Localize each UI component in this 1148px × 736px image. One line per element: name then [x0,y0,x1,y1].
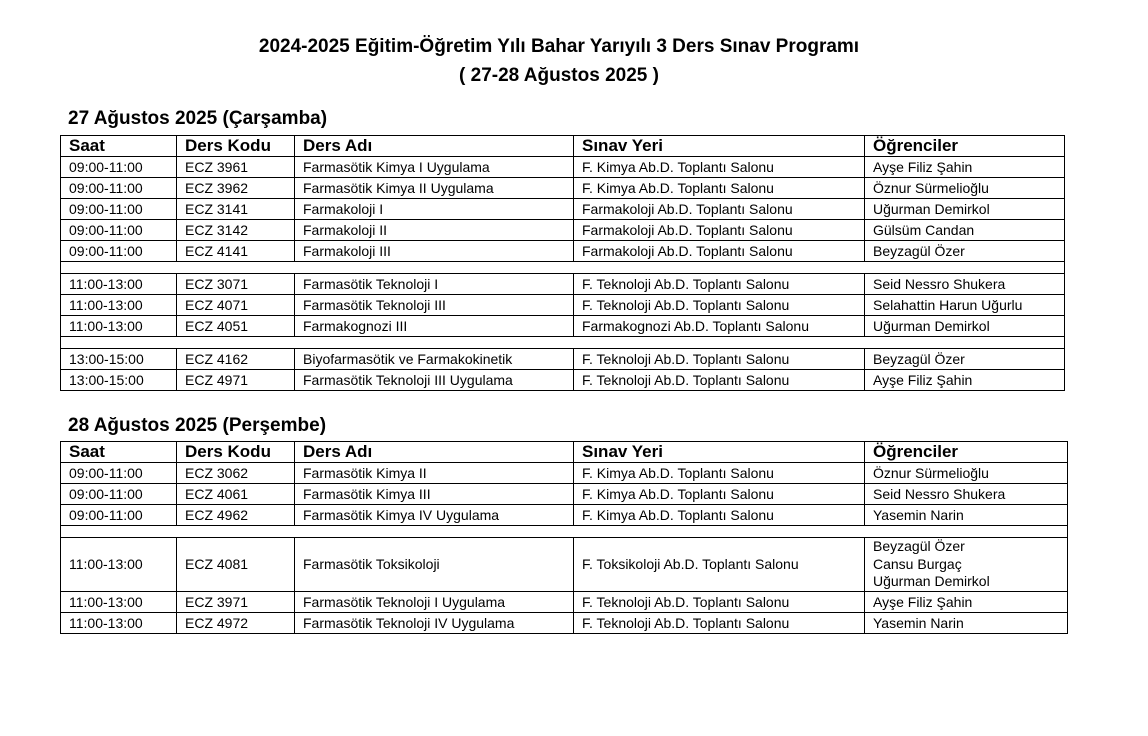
cell-ders-kodu: ECZ 4962 [177,505,295,526]
cell-ogrenciler: Ayşe Filiz Şahin [865,157,1065,178]
day1-schedule-table [60,135,1065,391]
cell-saat: 09:00-11:00 [61,178,177,199]
col-header-sinav-yeri: Sınav Yeri [574,136,865,157]
cell-ders-adi: Biyofarmasötik ve Farmakokinetik [295,349,574,370]
cell-saat: 11:00-13:00 [61,295,177,316]
cell-ders-adi: Farmasötik Teknoloji I Uygulama [295,591,574,612]
cell-ogrenciler: Beyzagül Özer [865,349,1065,370]
cell-sinav-yeri: F. Kimya Ab.D. Toplantı Salonu [574,178,865,199]
cell-ders-kodu: ECZ 3062 [177,463,295,484]
col-header-saat: Saat [61,442,177,463]
cell-ders-kodu: ECZ 4071 [177,295,295,316]
cell-sinav-yeri: Farmakoloji Ab.D. Toplantı Salonu [574,241,865,262]
student-name: Cansu Burgaç [873,555,962,572]
cell-saat: 11:00-13:00 [61,316,177,337]
cell-sinav-yeri: F. Kimya Ab.D. Toplantı Salonu [574,157,865,178]
spacer-cell [61,526,1068,538]
table-row [61,538,1068,592]
spacer-cell [61,262,1065,274]
col-header-saat: Saat [61,136,177,157]
cell-ders-adi: Farmasötik Kimya II [295,463,574,484]
cell-saat: 09:00-11:00 [61,463,177,484]
cell-saat: 09:00-11:00 [61,199,177,220]
cell-ders-adi: Farmasötik Kimya II Uygulama [295,178,574,199]
cell-ders-adi: Farmasötik Kimya III [295,484,574,505]
cell-ogrenciler: Seid Nessro Shukera [865,484,1068,505]
col-header-ogrenciler: Öğrenciler [865,442,1068,463]
cell-sinav-yeri: F. Teknoloji Ab.D. Toplantı Salonu [574,370,865,391]
table-row [61,484,1068,505]
day2-schedule-table [60,441,1068,634]
cell-ogrenciler: Selahattin Harun Uğurlu [865,295,1065,316]
cell-sinav-yeri: Farmakognozi Ab.D. Toplantı Salonu [574,316,865,337]
cell-saat: 11:00-13:00 [61,591,177,612]
cell-ogrenciler: Öznur Sürmelioğlu [865,178,1065,199]
cell-ogrenciler: Ayşe Filiz Şahin [865,370,1065,391]
cell-sinav-yeri: F. Teknoloji Ab.D. Toplantı Salonu [574,349,865,370]
cell-ders-kodu: ECZ 4972 [177,612,295,633]
table-row [61,295,1065,316]
cell-ders-kodu: ECZ 3142 [177,220,295,241]
cell-saat: 09:00-11:00 [61,505,177,526]
day1-heading: 27 Ağustos 2025 (Çarşamba) [68,108,328,129]
student-name: Uğurman Demirkol [873,573,990,589]
cell-sinav-yeri: Farmakoloji Ab.D. Toplantı Salonu [574,220,865,241]
col-header-ders-adi: Ders Adı [295,442,574,463]
cell-ogrenciler: Ayşe Filiz Şahin [865,591,1068,612]
day2-heading: 28 Ağustos 2025 (Perşembe) [68,415,327,436]
cell-ders-adi: Farmasötik Toksikoloji [295,538,574,592]
cell-ders-kodu: ECZ 3961 [177,157,295,178]
cell-saat: 09:00-11:00 [61,220,177,241]
table-row [61,463,1068,484]
cell-ders-kodu: ECZ 4162 [177,349,295,370]
cell-saat: 09:00-11:00 [61,157,177,178]
cell-saat: 09:00-11:00 [61,484,177,505]
col-header-ogrenciler: Öğrenciler [865,136,1065,157]
table-row [61,612,1068,633]
cell-ders-kodu: ECZ 4051 [177,316,295,337]
cell-ders-adi: Farmasötik Teknoloji IV Uygulama [295,612,574,633]
student-name: Beyzagül Özer [873,538,965,554]
table-row [61,220,1065,241]
col-header-ders-kodu: Ders Kodu [177,442,295,463]
cell-sinav-yeri: F. Teknoloji Ab.D. Toplantı Salonu [574,295,865,316]
cell-sinav-yeri: F. Teknoloji Ab.D. Toplantı Salonu [574,274,865,295]
cell-ogrenciler: Uğurman Demirkol [865,199,1065,220]
table-row [61,274,1065,295]
spacer-row [61,337,1065,349]
cell-ders-kodu: ECZ 3962 [177,178,295,199]
cell-sinav-yeri: F. Kimya Ab.D. Toplantı Salonu [574,463,865,484]
cell-ders-adi: Farmasötik Kimya IV Uygulama [295,505,574,526]
cell-ogrenciler [865,538,1068,592]
table-row [61,316,1065,337]
cell-ders-adi: Farmakognozi III [295,316,574,337]
cell-saat: 09:00-11:00 [61,241,177,262]
table-row [61,591,1068,612]
spacer-row [61,262,1065,274]
spacer-row [61,526,1068,538]
table-row [61,349,1065,370]
cell-ders-adi: Farmasötik Teknoloji I [295,274,574,295]
cell-ders-adi: Farmasötik Kimya I Uygulama [295,157,574,178]
col-header-sinav-yeri: Sınav Yeri [574,442,865,463]
cell-sinav-yeri: Farmakoloji Ab.D. Toplantı Salonu [574,199,865,220]
cell-ogrenciler: Gülsüm Candan [865,220,1065,241]
cell-ders-kodu: ECZ 3141 [177,199,295,220]
table-header-row [61,442,1068,463]
table-row [61,370,1065,391]
cell-saat: 11:00-13:00 [61,538,177,592]
cell-sinav-yeri: F. Teknoloji Ab.D. Toplantı Salonu [574,612,865,633]
page-subtitle: ( 27-28 Ağustos 2025 ) [459,65,659,86]
table-row [61,505,1068,526]
table-row [61,157,1065,178]
cell-sinav-yeri: F. Kimya Ab.D. Toplantı Salonu [574,505,865,526]
page-title: 2024-2025 Eğitim-Öğretim Yılı Bahar Yarıyılı 3 Ders Sınav Programı [258,36,860,57]
table-row [61,199,1065,220]
cell-ders-kodu: ECZ 3071 [177,274,295,295]
cell-ders-adi: Farmakoloji III [295,241,574,262]
cell-ders-kodu: ECZ 4141 [177,241,295,262]
cell-ogrenciler: Öznur Sürmelioğlu [865,463,1068,484]
cell-ders-kodu: ECZ 4971 [177,370,295,391]
spacer-cell [61,337,1065,349]
table-header-row [61,136,1065,157]
cell-saat: 13:00-15:00 [61,370,177,391]
cell-ders-kodu: ECZ 4081 [177,538,295,592]
cell-ders-kodu: ECZ 4061 [177,484,295,505]
cell-ogrenciler: Yasemin Narin [865,505,1068,526]
cell-ogrenciler: Uğurman Demirkol [865,316,1065,337]
cell-sinav-yeri: F. Toksikoloji Ab.D. Toplantı Salonu [574,538,865,592]
cell-ders-adi: Farmakoloji II [295,220,574,241]
cell-saat: 11:00-13:00 [61,612,177,633]
table-row [61,178,1065,199]
cell-sinav-yeri: F. Kimya Ab.D. Toplantı Salonu [574,484,865,505]
cell-saat: 13:00-15:00 [61,349,177,370]
col-header-ders-adi: Ders Adı [295,136,574,157]
cell-ogrenciler: Seid Nessro Shukera [865,274,1065,295]
cell-ders-adi: Farmakoloji I [295,199,574,220]
cell-ders-adi: Farmasötik Teknoloji III [295,295,574,316]
col-header-ders-kodu: Ders Kodu [177,136,295,157]
cell-ogrenciler: Beyzagül Özer [865,241,1065,262]
cell-ogrenciler: Yasemin Narin [865,612,1068,633]
cell-saat: 11:00-13:00 [61,274,177,295]
cell-sinav-yeri: F. Teknoloji Ab.D. Toplantı Salonu [574,591,865,612]
cell-ders-adi: Farmasötik Teknoloji III Uygulama [295,370,574,391]
cell-ders-kodu: ECZ 3971 [177,591,295,612]
table-row [61,241,1065,262]
